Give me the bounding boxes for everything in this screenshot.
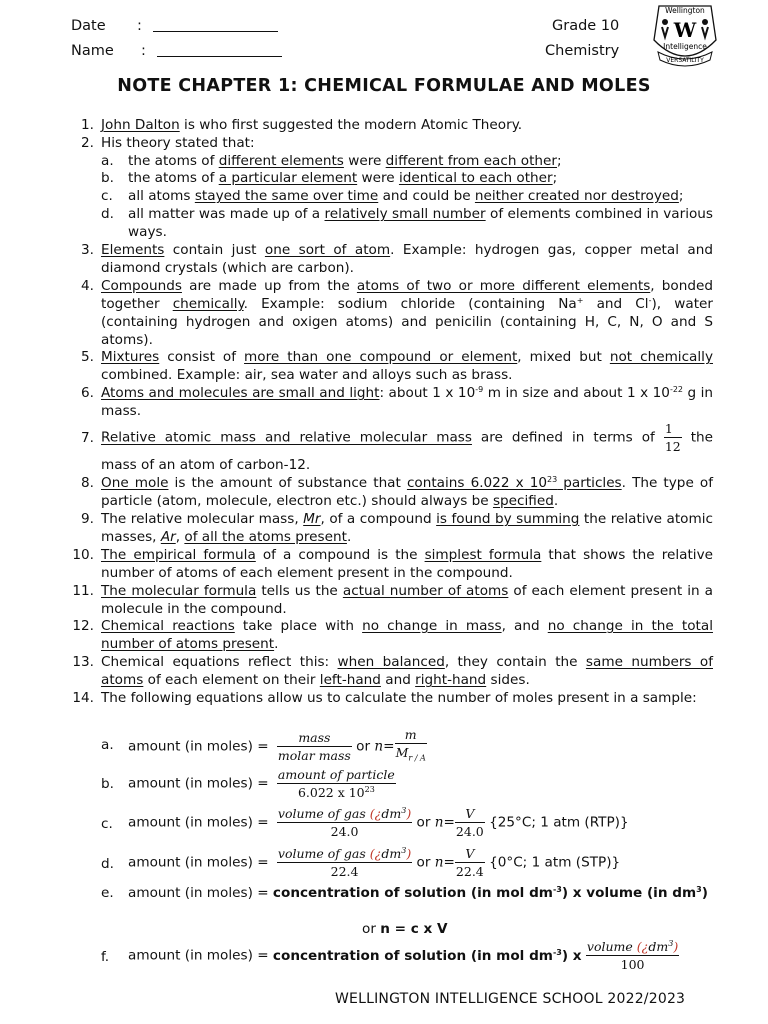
- item-4: Compounds are made up from the atoms of two or more different elements, bonded together chemically. Example: sodium chloride (containing Na+ and Cl-), water (containing hydrogen and oxigen atoms) and penicilin (containing H, C, N, O and S atoms).: [101, 278, 713, 348]
- logo-mid-text: Intelligence: [663, 42, 707, 51]
- name-blank: [157, 42, 282, 57]
- eq-d: amount (in moles) = $\frac{volume of gas (¿dm^3)}{22.4}$ or n= $\frac{V}{22.4}$ {0°C; 1 atm (STP)}: [128, 846, 621, 879]
- item-9: The relative molecular mass, Mr, of a compound is found by summing the relative atomic masses, Ar, of all the atoms present.: [101, 511, 713, 545]
- date-colon: :: [137, 18, 142, 34]
- item-5-number: 5.: [81, 349, 94, 365]
- item-2c: all atoms stayed the same over time and could be neither created nor destroyed;: [128, 188, 684, 204]
- item-9-number: 9.: [81, 511, 94, 527]
- eq-f-letter: f.: [101, 949, 110, 965]
- item-3: Elements contain just one sort of atom. Example: hydrogen gas, copper metal and diamond crystals (which are carbon).: [101, 242, 713, 276]
- date-blank: [153, 17, 278, 32]
- date-label: Date: [71, 18, 106, 34]
- fraction-one-twelfth: $\frac{1}{12}$: [664, 421, 681, 454]
- item-10: The empirical formula of a compound is the simplest formula that shows the relative number of atoms of each element present in the compound.: [101, 547, 713, 581]
- item-5: Mixtures consist of more than one compound or element, mixed but not chemically combined. Example: air, sea water and alloys such as brass.: [101, 349, 713, 383]
- logo-top-text: Wellington: [665, 6, 705, 15]
- item-7-cont: mass of an atom of carbon-12.: [101, 457, 311, 473]
- name-label: Name: [71, 43, 114, 59]
- eq-e-letter: e.: [101, 885, 114, 901]
- item-2: His theory stated that:: [101, 135, 255, 151]
- item-11-number: 11.: [72, 583, 94, 599]
- item-7: Relative atomic mass and relative molecular mass are defined in terms of $\frac{1}{12}$ the: [101, 421, 714, 454]
- item-2b: the atoms of a particular element were identical to each other;: [128, 170, 558, 186]
- item-2-number: 2.: [81, 135, 94, 151]
- item-1: John Dalton is who first suggested the modern Atomic Theory.: [101, 117, 523, 133]
- item-1-number: 1.: [81, 117, 94, 133]
- item-11: The molecular formula tells us the actual number of atoms of each element present in a molecule in the compound.: [101, 583, 714, 617]
- item-8: One mole is the amount of substance that contains 6.022 x $10^{23}$ particles. The type of particle (atom, molecule, electron etc.) should always be specified.: [101, 475, 713, 509]
- item-12: Chemical reactions take place with no change in mass, and no change in the total number of atoms present.: [101, 618, 713, 652]
- item-2b-letter: b.: [101, 170, 114, 186]
- item-13: Chemical equations reflect this: when balanced, they contain the same numbers of atoms of each element on their left-hand and right-hand sides.: [101, 654, 713, 688]
- item-6: Atoms and molecules are small and light: about 1 x $10^{-9}$ m in size and about 1 x $10^{-22}$ g in mass.: [101, 385, 714, 419]
- eq-b: amount (in moles) = $\frac{\text{amount of particle}}{6.022 x 10^{23}}$: [128, 767, 395, 800]
- eq-d-letter: d.: [101, 856, 114, 872]
- footer: WELLINGTON INTELLIGENCE SCHOOL 2022/2023: [335, 991, 686, 1007]
- page-title: NOTE CHAPTER 1: CHEMICAL FORMULAE AND MOLES: [117, 76, 651, 96]
- item-14: The following equations allow us to calculate the number of moles present in a sample:: [101, 690, 697, 706]
- eq-a-letter: a.: [101, 737, 114, 753]
- item-6-number: 6.: [81, 385, 94, 401]
- item-2c-letter: c.: [101, 188, 113, 204]
- date-row: [71, 17, 142, 35]
- eq-c-letter: c.: [101, 816, 113, 832]
- logo-bottom-text: VERSATILITY: [666, 57, 704, 64]
- item-8-number: 8.: [81, 475, 94, 491]
- item-2d: all matter was made up of a relatively small number of elements combined in various ways.: [128, 206, 713, 240]
- subject-label: Chemistry: [545, 43, 620, 59]
- item-12-number: 12.: [72, 618, 94, 634]
- item-13-number: 13.: [72, 654, 94, 670]
- item-7-number: 7.: [81, 430, 94, 446]
- eq-a: amount (in moles) = $\frac{\text{mass}}{\text{molar mass}}$ or n= $\frac{m}{M_{r / A}}$: [128, 727, 426, 763]
- name-colon: :: [141, 43, 146, 59]
- eq-f: amount (in moles) = concentration of solution (in mol $dm^{-3}$) x $\frac{volume (¿dm^3)}{100}$: [128, 939, 679, 972]
- item-2a: the atoms of different elements were different from each other;: [128, 153, 562, 169]
- grade-label: Grade 10: [552, 18, 620, 34]
- item-2a-letter: a.: [101, 153, 114, 169]
- eq-a-fraction: $\frac{\text{mass}}{\text{molar mass}}$: [277, 729, 351, 763]
- name-row: [71, 42, 146, 60]
- item-2d-letter: d.: [101, 206, 114, 222]
- eq-b-letter: b.: [101, 776, 114, 792]
- eq-e: amount (in moles) = concentration of solution (in mol $dm^{-3}$) x volume (in $dm^3$): [128, 885, 708, 901]
- item-14-number: 14.: [72, 690, 94, 706]
- item-10-number: 10.: [72, 547, 94, 563]
- logo-initials: W: [673, 18, 697, 42]
- school-logo: [650, 0, 720, 68]
- eq-c: amount (in moles) = $\frac{volume of gas (¿dm^3)}{24.0}$ or n= $\frac{V}{24.0}$ {25°C; 1 atm (RTP)}: [128, 806, 629, 839]
- item-3-number: 3.: [81, 242, 94, 258]
- item-4-number: 4.: [81, 278, 94, 294]
- eq-e-alt: or n = c x V: [362, 921, 448, 937]
